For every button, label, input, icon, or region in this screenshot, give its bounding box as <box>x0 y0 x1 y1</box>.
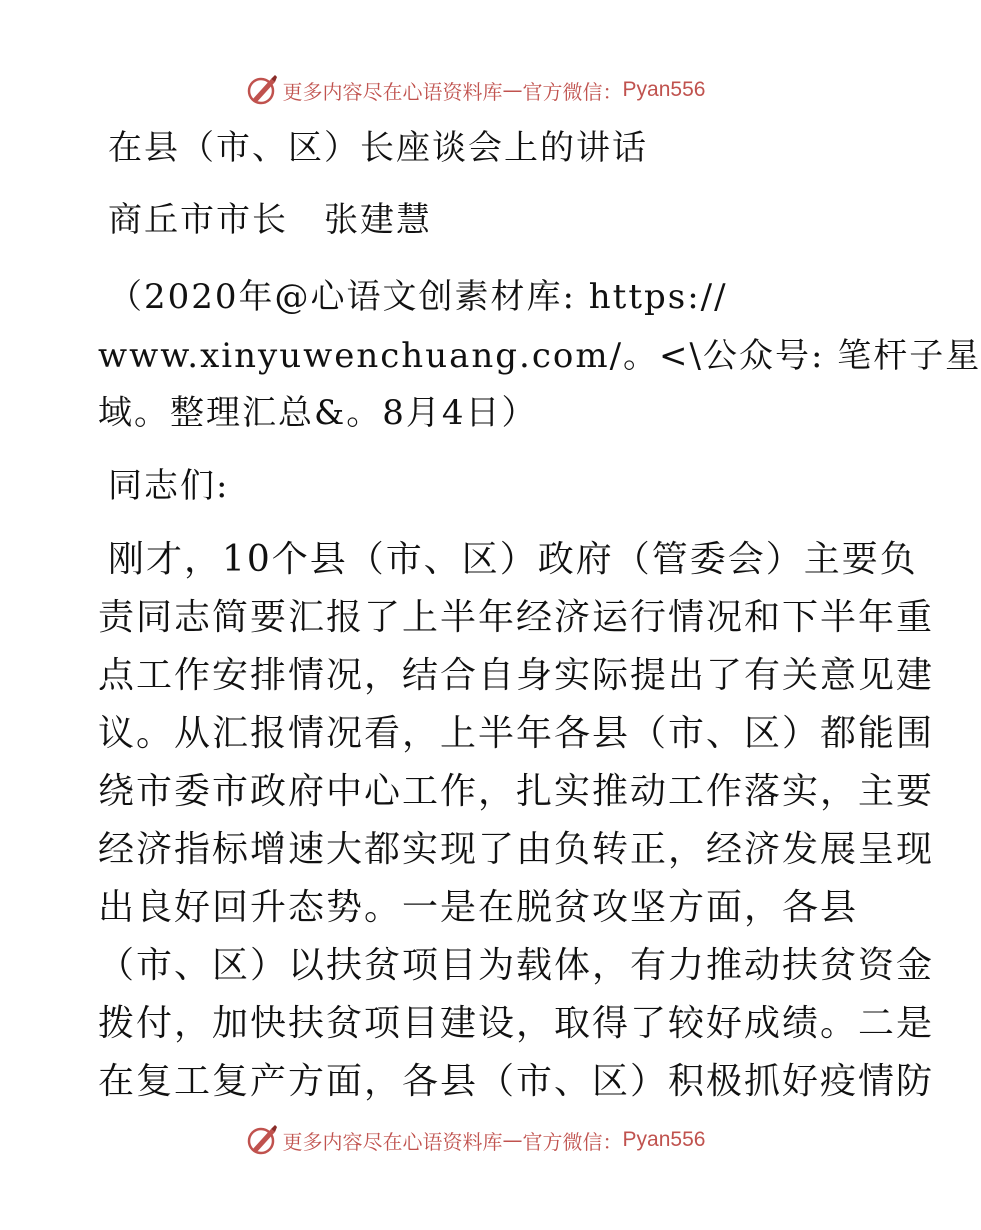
body-line-3: 点工作安排情况，结合自身实际提出了有关意见建 <box>98 655 935 696</box>
source-line-2: www.xinyuwenchuang.com/。<\公众号: 笔杆子星 <box>98 336 981 376</box>
body-line-9: 拨付，加快扶贫项目建设，取得了较好成绩。二是 <box>98 1003 935 1044</box>
banner-separator: — <box>502 78 523 102</box>
banner-text: 更多内容尽在心语资料库 <box>282 1129 503 1154</box>
footer-banner <box>0 1120 950 1160</box>
header-banner <box>0 70 950 110</box>
source-line-1: （2020年@心语文创素材库: https:// <box>108 277 728 317</box>
document-author: 商丘市市长 张建慧 <box>108 200 432 240</box>
banner-wechat-label: 官方微信： <box>522 79 623 104</box>
banner-wechat-handle: Pyan556 <box>622 78 706 101</box>
pen-logo-icon <box>245 1123 279 1157</box>
body-line-8: （市、区）以扶贫项目为载体，有力推动扶贫资金 <box>98 945 935 986</box>
body-line-2: 责同志简要汇报了上半年经济运行情况和下半年重 <box>98 597 935 638</box>
body-line-5: 绕市委市政府中心工作，扎实推动工作落实，主要 <box>98 771 935 812</box>
banner-text: 更多内容尽在心语资料库 <box>282 79 503 104</box>
pen-logo-icon <box>245 73 279 107</box>
banner-wechat-handle: Pyan556 <box>622 1128 706 1151</box>
source-line-3: 域。整理汇总&。8月4日） <box>98 393 538 433</box>
banner-separator: — <box>502 1128 523 1152</box>
body-line-7: 出良好回升态势。一是在脱贫攻坚方面，各县 <box>98 887 859 928</box>
body-line-1: 刚才，10个县（市、区）政府（管委会）主要负 <box>108 539 918 580</box>
body-line-10: 在复工复产方面，各县（市、区）积极抓好疫情防 <box>98 1061 935 1102</box>
document-title: 在县（市、区）长座谈会上的讲话 <box>108 128 648 168</box>
salutation: 同志们: <box>108 466 230 506</box>
body-line-4: 议。从汇报情况看，上半年各县（市、区）都能围 <box>98 713 935 754</box>
body-line-6: 经济指标增速大都实现了由负转正，经济发展呈现 <box>98 829 935 870</box>
banner-wechat-label: 官方微信： <box>522 1129 623 1154</box>
